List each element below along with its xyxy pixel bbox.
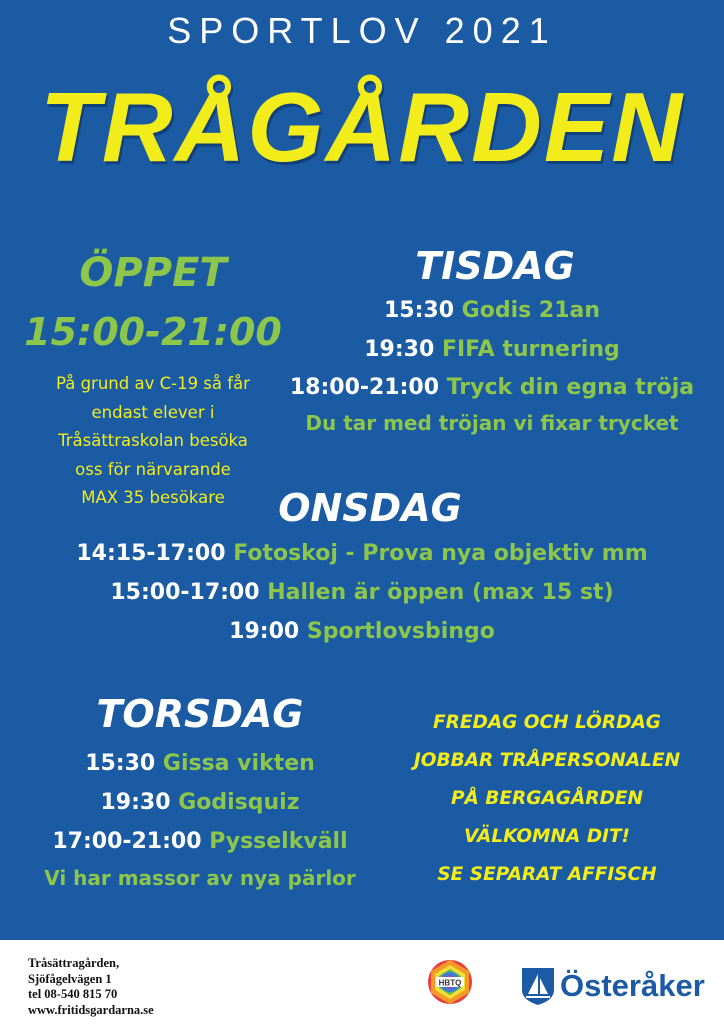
osteraker-logo <box>520 966 706 1006</box>
opening-notice-line: endast elever i <box>91 402 215 422</box>
municipality-name: Österåker <box>560 968 705 1003</box>
friday-notice-line: FREDAG OCH LÖRDAG <box>432 712 661 733</box>
onsdag-event <box>0 580 724 605</box>
friday-notice-line: PÅ BERGAGÅRDEN <box>450 788 644 809</box>
tisdag-note: Du tar med tröjan vi fixar trycket <box>305 411 679 435</box>
tisdag-event <box>272 298 712 323</box>
address-line: tel 08-540 815 70 <box>28 987 118 1001</box>
event-activity: Gissa vikten <box>162 751 315 776</box>
event-activity: Godis 21an <box>461 298 601 323</box>
address-block <box>28 956 154 1018</box>
event-time: 14:15-17:00 <box>76 541 226 566</box>
event-time: 18:00-21:00 <box>289 375 440 400</box>
opening-hours: 15:00-21:00 <box>24 310 282 354</box>
event-activity: Tryck din egna tröja <box>446 375 695 400</box>
event-activity: Fotoskoj - Prova nya objektiv mm <box>233 541 648 566</box>
opening-notice-line: oss för närvarande <box>75 459 231 479</box>
hbtq-badge <box>426 958 474 1006</box>
friday-notice <box>392 704 702 894</box>
onsdag-event <box>0 541 724 566</box>
torsdag-event <box>10 829 390 854</box>
website-link[interactable]: www.fritidsgardarna.se <box>28 1002 154 1017</box>
event-time: 19:00 <box>229 619 300 644</box>
event-activity: Pysselkväll <box>209 829 348 854</box>
torsdag-event <box>10 751 390 776</box>
hbtq-label: HBTQ <box>438 978 462 988</box>
friday-notice-line: JOBBAR TRÅPERSONALEN <box>413 750 681 771</box>
event-time: 19:30 <box>100 790 171 815</box>
onsdag-heading: ONSDAG <box>278 486 462 530</box>
onsdag-event <box>0 619 724 644</box>
event-time: 15:00-17:00 <box>110 580 260 605</box>
tisdag-event <box>272 337 712 362</box>
event-time: 17:00-21:00 <box>52 829 202 854</box>
friday-notice-line: SE SEPARAT AFFISCH <box>437 864 657 885</box>
event-time: 15:30 <box>383 298 454 323</box>
torsdag-event <box>10 790 390 815</box>
opening-heading: ÖPPET <box>79 250 227 296</box>
tisdag-heading: TISDAG <box>415 244 575 288</box>
event-activity: Sportlovsbingo <box>306 619 495 644</box>
torsdag-note: Vi har massor av nya pärlor <box>44 866 356 890</box>
friday-notice-line: VÄLKOMNA DIT! <box>464 826 630 847</box>
event-activity: Hallen är öppen (max 15 st) <box>267 580 614 605</box>
torsdag-heading: TORSDAG <box>96 692 304 736</box>
opening-notice-line: På grund av C-19 så får <box>56 374 250 393</box>
tisdag-event <box>266 375 718 400</box>
address-line: Tråsättragården, <box>28 956 120 970</box>
event-time: 15:30 <box>85 751 156 776</box>
event-subtitle: SPORTLOV 2021 <box>167 10 557 51</box>
event-time: 19:30 <box>364 337 435 362</box>
event-activity: Godisquiz <box>178 790 300 815</box>
page-title: TRÅGÅRDEN <box>39 72 685 182</box>
address-line: Sjöfågelvägen 1 <box>28 971 112 986</box>
event-activity: FIFA turnering <box>441 337 620 362</box>
opening-notice-line: MAX 35 besökare <box>81 488 225 507</box>
municipality-crest-icon <box>520 966 556 1006</box>
opening-notice-line: Tråsättraskolan besöka <box>58 431 248 450</box>
